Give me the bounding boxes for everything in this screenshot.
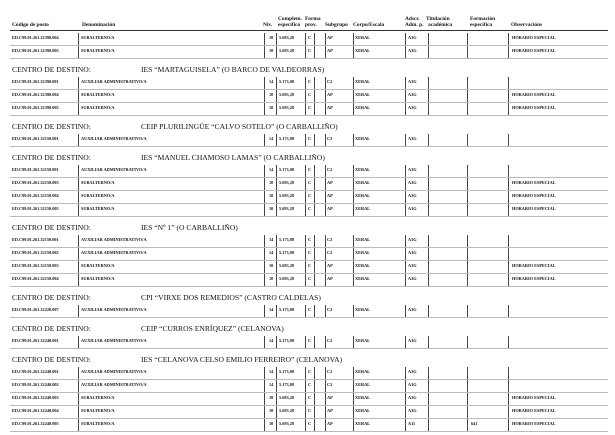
cell-code: ED.C99.01.261.32150.001 <box>12 136 59 141</box>
cell-den: SUBALTERNO/A <box>81 48 115 53</box>
cell-forma: C <box>308 369 312 374</box>
cell-forma: C <box>308 92 312 97</box>
cell-forma: C <box>308 338 312 343</box>
cell-sub: AP <box>327 395 333 400</box>
cell-code: ED.C99.01.261.32240.001 <box>12 338 59 343</box>
cell-comp: 5.173,08 <box>279 369 295 374</box>
center-title: CEIP PLURILINGÜE “CALVO SOTELO” (O CARBALLIÑO) <box>141 122 338 131</box>
header-observacions: Observacións <box>511 22 543 28</box>
cell-den: AUXILIAR ADMINISTRATIVO/A <box>81 237 147 242</box>
cell-comp: 5.693,28 <box>279 276 295 281</box>
cell-adscr: A3G <box>408 338 417 343</box>
cell-sub: C2 <box>327 167 333 172</box>
cell-forma: C <box>308 167 312 172</box>
cell-adscr: A3G <box>408 276 417 281</box>
cell-forma: C <box>308 250 312 255</box>
cell-den: AUXILIAR ADMINISTRATIVO/A <box>81 250 147 255</box>
cell-den: SUBALTERNO/A <box>81 35 115 40</box>
cell-sub: AP <box>327 193 333 198</box>
cell-niv: 10 <box>269 395 274 400</box>
cell-sub: AP <box>327 105 333 110</box>
cell-comp: 5.693,28 <box>279 395 295 400</box>
cell-forma: C <box>308 48 312 53</box>
table-row <box>10 248 608 261</box>
center-label: CENTRO DE DESTINO: <box>12 293 91 302</box>
cell-niv: 10 <box>269 276 274 281</box>
cell-obs: HORARIO ESPECIAL <box>512 193 556 198</box>
center-heading <box>12 153 325 162</box>
cell-corpo: XERAL <box>355 79 371 84</box>
center-label: CENTRO DE DESTINO: <box>12 122 91 131</box>
cell-comp: 5.173,08 <box>279 237 295 242</box>
header-adm: Adm. p. <box>405 22 424 28</box>
cell-obs: HORARIO ESPECIAL <box>512 206 556 211</box>
header-academica: académica <box>428 22 453 28</box>
center-heading <box>12 65 324 74</box>
table-row <box>10 204 608 217</box>
cell-sub: AP <box>327 276 333 281</box>
cell-den: SUBALTERNO/A <box>81 395 115 400</box>
cell-corpo: XERAL <box>355 338 371 343</box>
table-row <box>10 134 608 147</box>
cell-sub: C2 <box>327 369 333 374</box>
cell-comp: 5.693,28 <box>279 92 295 97</box>
cell-code: ED.C99.01.261.32240.001 <box>12 369 59 374</box>
cell-sub: AP <box>327 421 333 426</box>
cell-niv: 10 <box>269 35 274 40</box>
table-row <box>10 261 608 274</box>
center-title: IES “MARTAGUISELA” (O BARCO DE VALDEORRAS) <box>141 65 325 74</box>
cell-code: ED.C99.01.261.32150.002 <box>12 250 59 255</box>
cell-niv: 10 <box>269 408 274 413</box>
cell-comp: 5.693,28 <box>279 35 295 40</box>
cell-corpo: XERAL <box>355 136 371 141</box>
cell-sub: C2 <box>327 250 333 255</box>
table-row <box>10 305 608 318</box>
cell-sub: AP <box>327 35 333 40</box>
cell-forma: C <box>308 307 312 312</box>
cell-sub: C2 <box>327 136 333 141</box>
table-row <box>10 77 608 90</box>
center-heading <box>12 355 342 364</box>
cell-code: ED.C99.01.261.32150.003 <box>12 263 59 268</box>
cell-corpo: XERAL <box>355 92 371 97</box>
cell-corpo: XERAL <box>355 35 371 40</box>
cell-den: SUBALTERNO/A <box>81 263 115 268</box>
table-row <box>10 33 608 46</box>
header-especifica: específica <box>470 22 493 28</box>
cell-corpo: XERAL <box>355 180 371 185</box>
center-label: CENTRO DE DESTINO: <box>12 153 91 162</box>
cell-comp: 5.173,08 <box>279 167 295 172</box>
cell-comp: 5.173,08 <box>279 382 295 387</box>
cell-forma: C <box>308 276 312 281</box>
cell-niv: 14 <box>269 382 274 387</box>
cell-code: ED.C99.01.261.32390.001 <box>12 79 59 84</box>
cell-code: ED.C99.01.261.32390.005 <box>12 48 59 53</box>
header-subgrupo: Subgrupo <box>325 22 348 28</box>
cell-niv: 14 <box>269 237 274 242</box>
cell-corpo: XERAL <box>355 263 371 268</box>
cell-adscr: A3G <box>408 193 417 198</box>
row-divider <box>10 348 608 349</box>
cell-corpo: XERAL <box>355 307 371 312</box>
cell-forma: C <box>308 79 312 84</box>
cell-code: ED.C99.01.261.32150.001 <box>12 237 59 242</box>
header-adscr: Adscr. <box>405 16 420 22</box>
center-title: CPI “VIRXE DOS REMEDIOS” (CASTRO CALDELAS) <box>141 293 321 302</box>
row-divider <box>10 216 608 217</box>
cell-comp: 5.693,28 <box>279 421 295 426</box>
table-row <box>10 165 608 178</box>
cell-adscr: A3G <box>408 92 417 97</box>
cell-comp: 5.693,28 <box>279 48 295 53</box>
cell-sub: C2 <box>327 79 333 84</box>
cell-den: SUBALTERNO/A <box>81 276 115 281</box>
cell-forma: C <box>308 395 312 400</box>
cell-comp: 5.173,08 <box>279 307 295 312</box>
cell-code: ED.C99.01.261.32150.005 <box>12 206 59 211</box>
cell-corpo: XERAL <box>355 395 371 400</box>
cell-code: ED.C99.01.261.32220.007 <box>12 307 59 312</box>
cell-adscr: A3G <box>408 167 417 172</box>
cell-den: AUXILIAR ADMINISTRATIVO/A <box>81 338 147 343</box>
cell-corpo: XERAL <box>355 105 371 110</box>
cell-niv: 10 <box>269 421 274 426</box>
cell-adscr: A3G <box>408 79 417 84</box>
cell-obs: HORARIO ESPECIAL <box>512 48 556 53</box>
cell-adscr: A3G <box>408 48 417 53</box>
cell-forma: C <box>308 408 312 413</box>
cell-den: AUXILIAR ADMINISTRATIVO/A <box>81 136 147 141</box>
cell-code: ED.C99.01.261.32240.003 <box>12 395 59 400</box>
cell-corpo: XERAL <box>355 408 371 413</box>
cell-comp: 5.693,28 <box>279 193 295 198</box>
cell-corpo: XERAL <box>355 421 371 426</box>
cell-den: SUBALTERNO/A <box>81 421 115 426</box>
center-title: IES “MANUEL CHAMOSO LAMAS” (O CARBALLIÑO) <box>141 153 325 162</box>
cell-obs: HORARIO ESPECIAL <box>512 105 556 110</box>
cell-forma: C <box>308 206 312 211</box>
cell-obs: HORARIO ESPECIAL <box>512 276 556 281</box>
cell-comp: 5.693,28 <box>279 206 295 211</box>
cell-sub: C2 <box>327 307 333 312</box>
row-divider <box>10 115 608 116</box>
cell-code: ED.C99.01.261.32150.003 <box>12 180 59 185</box>
cell-adscr: A3G <box>408 180 417 185</box>
cell-comp: 5.173,08 <box>279 79 295 84</box>
header-denominacion: Denominación <box>82 22 116 28</box>
cell-code: ED.C99.01.261.32390.005 <box>12 105 59 110</box>
table-row <box>10 336 608 349</box>
cell-niv: 10 <box>269 92 274 97</box>
table-row <box>10 90 608 103</box>
cell-adscr: A3G <box>408 395 417 400</box>
cell-obs: HORARIO ESPECIAL <box>512 408 556 413</box>
cell-sub: AP <box>327 180 333 185</box>
cell-comp: 5.173,08 <box>279 136 295 141</box>
row-divider <box>10 58 608 59</box>
cell-corpo: XERAL <box>355 250 371 255</box>
cell-code: ED.C99.01.261.32240.004 <box>12 408 59 413</box>
cell-corpo: XERAL <box>355 48 371 53</box>
cell-adscr: A3G <box>408 105 417 110</box>
cell-niv: 14 <box>269 338 274 343</box>
cell-sub: C2 <box>327 338 333 343</box>
table-row <box>10 191 608 204</box>
cell-den: AUXILIAR ADMINISTRATIVO/A <box>81 369 147 374</box>
cell-corpo: XERAL <box>355 276 371 281</box>
cell-code: ED.C99.01.261.32240.002 <box>12 382 59 387</box>
cell-corpo: XERAL <box>355 382 371 387</box>
cell-code: ED.C99.01.261.32390.004 <box>12 35 59 40</box>
table-row <box>10 367 608 380</box>
cell-forma: C <box>308 421 312 426</box>
center-heading <box>12 122 338 131</box>
cell-code: ED.C99.01.261.32390.004 <box>12 92 59 97</box>
cell-den: SUBALTERNO/A <box>81 206 115 211</box>
cell-niv: 10 <box>269 180 274 185</box>
cell-sub: AP <box>327 206 333 211</box>
cell-adscr: A3G <box>408 307 417 312</box>
cell-forma: C <box>308 193 312 198</box>
cell-niv: 10 <box>269 206 274 211</box>
cell-adscr: A3G <box>408 408 417 413</box>
table-row <box>10 46 608 59</box>
cell-obs: HORARIO ESPECIAL <box>512 180 556 185</box>
cell-sub: C2 <box>327 382 333 387</box>
cell-obs: HORARIO ESPECIAL <box>512 395 556 400</box>
cell-niv: 10 <box>269 263 274 268</box>
header-codigo: Código de posto <box>12 22 49 28</box>
header-rule <box>10 30 608 31</box>
cell-den: AUXILIAR ADMINISTRATIVO/A <box>81 382 147 387</box>
cell-niv: 14 <box>269 250 274 255</box>
cell-forma: C <box>308 35 312 40</box>
header-formacion: Formación <box>470 16 496 22</box>
cell-adscr: A3G <box>408 35 417 40</box>
center-heading <box>12 223 238 232</box>
cell-corpo: XERAL <box>355 369 371 374</box>
cell-den: SUBALTERNO/A <box>81 193 115 198</box>
cell-corpo: XERAL <box>355 167 371 172</box>
cell-code: ED.C99.01.261.32150.004 <box>12 276 59 281</box>
header-complem: Complem. <box>278 16 302 22</box>
header-especifico: específico <box>278 22 301 28</box>
center-heading <box>12 293 321 302</box>
cell-corpo: XERAL <box>355 193 371 198</box>
table-row <box>10 406 608 419</box>
cell-sub: AP <box>327 263 333 268</box>
header-titulacion: Titulación <box>426 16 450 22</box>
cell-niv: 14 <box>269 307 274 312</box>
cell-forma: C <box>308 263 312 268</box>
cell-adscr: A3G <box>408 382 417 387</box>
cell-sub: C2 <box>327 237 333 242</box>
center-title: CEIP “CURROS ENRÍQUEZ” (CELANOVA) <box>141 324 284 333</box>
header-corpo: Corpo/Escala <box>353 22 385 28</box>
center-label: CENTRO DE DESTINO: <box>12 324 91 333</box>
cell-corpo: XERAL <box>355 237 371 242</box>
header-niv: Niv. <box>263 22 273 28</box>
center-label: CENTRO DE DESTINO: <box>12 355 91 364</box>
cell-forma: C <box>308 382 312 387</box>
header-forma: Forma <box>305 16 321 22</box>
cell-niv: 14 <box>269 167 274 172</box>
cell-code: ED.C99.01.261.32150.001 <box>12 167 59 172</box>
cell-adscr: A3G <box>408 369 417 374</box>
cell-obs: HORARIO ESPECIAL <box>512 263 556 268</box>
table-row <box>10 178 608 191</box>
cell-adscr: A3G <box>408 237 417 242</box>
cell-adscr: A3G <box>408 263 417 268</box>
table-row <box>10 393 608 406</box>
table-row <box>10 419 608 432</box>
cell-comp: 5.173,08 <box>279 250 295 255</box>
cell-niv: 10 <box>269 48 274 53</box>
cell-forma: C <box>308 136 312 141</box>
cell-obs: HORARIO ESPECIAL <box>512 421 556 426</box>
cell-den: SUBALTERNO/A <box>81 92 115 97</box>
header-prov: prov. <box>305 22 317 28</box>
table-row <box>10 103 608 116</box>
table-row <box>10 380 608 393</box>
cell-niv: 14 <box>269 79 274 84</box>
cell-niv: 14 <box>269 369 274 374</box>
center-title: IES “CELANOVA CELSO EMILIO FERREIRO” (CELANOVA) <box>141 355 343 364</box>
row-divider <box>10 431 608 432</box>
cell-comp: 5.693,28 <box>279 180 295 185</box>
cell-form: 641 <box>471 421 478 426</box>
cell-comp: 5.693,28 <box>279 105 295 110</box>
cell-adscr: A11 <box>408 421 416 426</box>
cell-sub: AP <box>327 92 333 97</box>
cell-sub: AP <box>327 408 333 413</box>
cell-niv: 10 <box>269 193 274 198</box>
cell-forma: C <box>308 237 312 242</box>
cell-niv: 10 <box>269 105 274 110</box>
table-row <box>10 274 608 287</box>
cell-forma: C <box>308 180 312 185</box>
cell-comp: 5.693,28 <box>279 263 295 268</box>
cell-code: ED.C99.01.261.32240.005 <box>12 421 59 426</box>
table-row <box>10 235 608 248</box>
cell-comp: 5.173,08 <box>279 338 295 343</box>
row-divider <box>10 317 608 318</box>
cell-den: AUXILIAR ADMINISTRATIVO/A <box>81 167 147 172</box>
cell-den: SUBALTERNO/A <box>81 408 115 413</box>
cell-obs: HORARIO ESPECIAL <box>512 35 556 40</box>
cell-code: ED.C99.01.261.32150.004 <box>12 193 59 198</box>
cell-forma: C <box>308 105 312 110</box>
row-divider <box>10 146 608 147</box>
center-heading <box>12 324 284 333</box>
cell-den: SUBALTERNO/A <box>81 105 115 110</box>
cell-corpo: XERAL <box>355 206 371 211</box>
cell-den: AUXILIAR ADMINISTRATIVO/A <box>81 307 147 312</box>
cell-niv: 14 <box>269 136 274 141</box>
cell-sub: AP <box>327 48 333 53</box>
center-label: CENTRO DE DESTINO: <box>12 223 91 232</box>
cell-obs: HORARIO ESPECIAL <box>512 92 556 97</box>
cell-comp: 5.693,28 <box>279 408 295 413</box>
cell-adscr: A3G <box>408 206 417 211</box>
cell-den: SUBALTERNO/A <box>81 180 115 185</box>
cell-adscr: A3G <box>408 250 417 255</box>
center-title: IES “Nº 1” (O CARBALLIÑO) <box>141 223 238 232</box>
center-label: CENTRO DE DESTINO: <box>12 65 91 74</box>
cell-den: AUXILIAR ADMINISTRATIVO/A <box>81 79 147 84</box>
cell-adscr: A3G <box>408 136 417 141</box>
row-divider <box>10 286 608 287</box>
